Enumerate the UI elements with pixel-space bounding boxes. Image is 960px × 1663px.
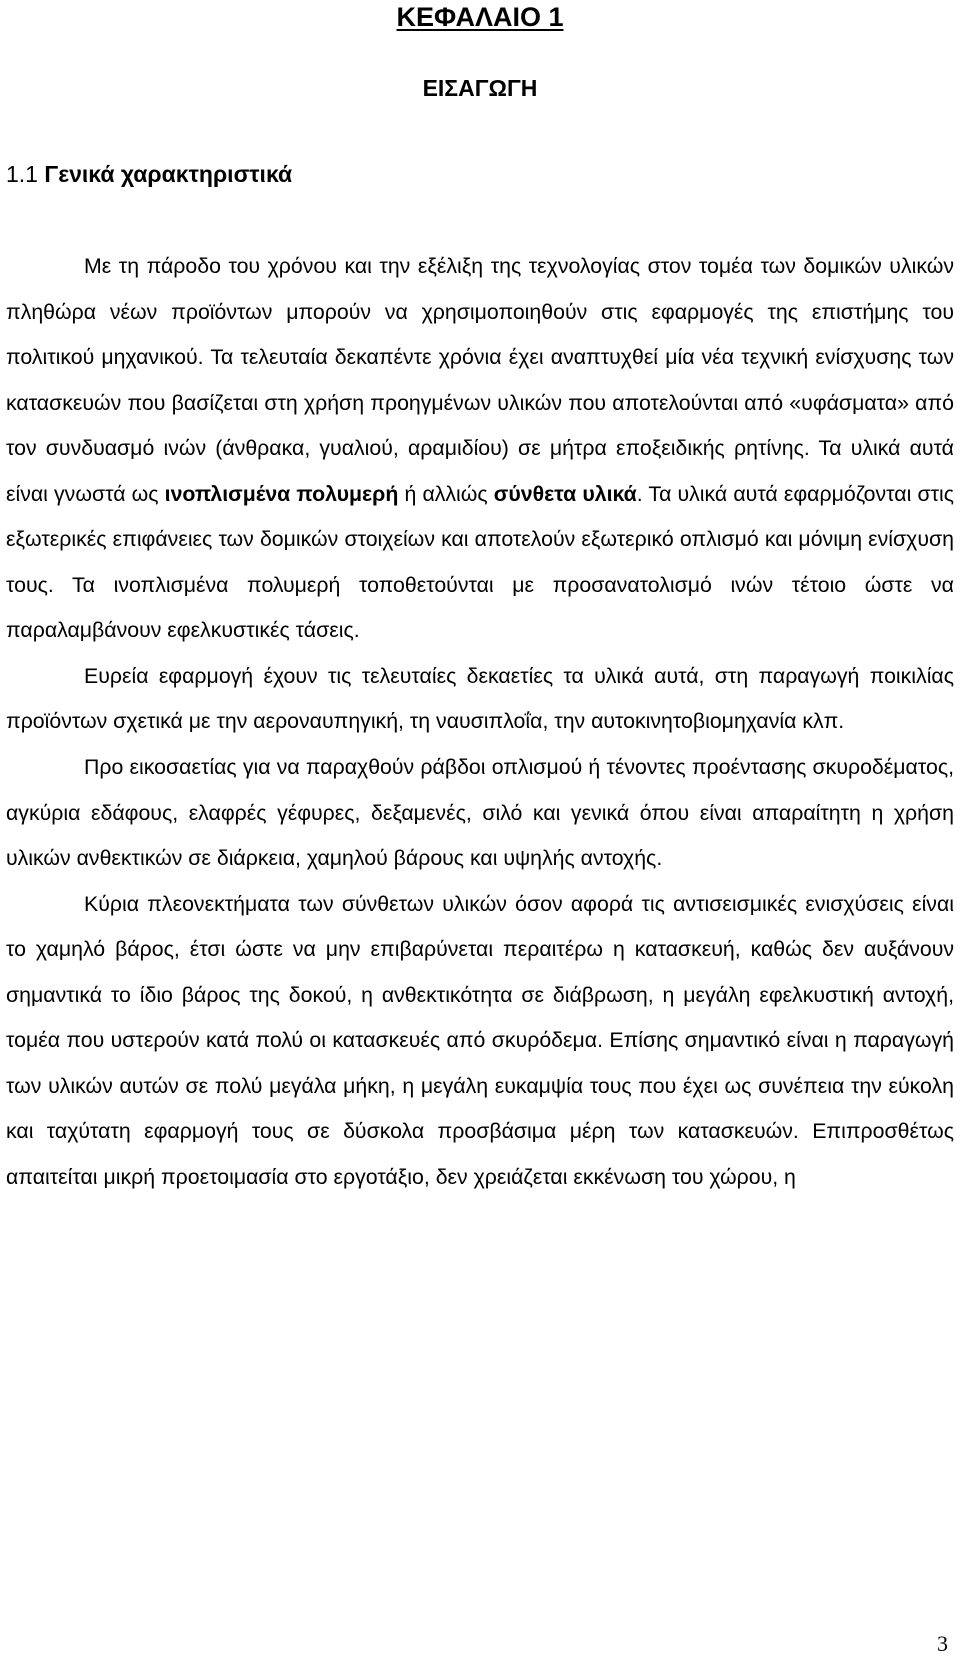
chapter-title: ΚΕΦΑΛΑΙΟ 1	[396, 2, 564, 32]
paragraph-2: Ευρεία εφαρμογή έχουν τις τελευταίες δεκαετίες τα υλικά αυτά, στη παραγωγή ποικιλίας προϊόντων σχετικά με την αεροναυπηγική, τη ναυσιπλοΐα, την αυτοκινητοβιομηχανία κλπ.	[6, 663, 954, 734]
paragraph-1-text-a: Με τη πάροδο του χρόνου και την εξέλιξη της τεχνολογίας στον τομέα των δομικών υλικών πληθώρα νέων προϊόντων μπορούν να χρησιμοποιηθούν στις εφαρμογές της επιστήμης του πολιτικού μηχανικού. Τα τελευταία δεκαπέντε χρόνια έχει αναπτυχθεί μία νέα τεχνική ενίσχυσης των κατασκευών που βασίζεται στη χρήση προηγμένων υλικών που αποτελούνται από «υφάσματα» από τον συνδυασμό ινών (άνθρακα, γυαλιού, αραμιδίου) σε μήτρα εποξειδικής ρητίνης. Τα υλικά αυτά είναι γνωστά ως	[6, 254, 954, 506]
body-text	[6, 244, 954, 1200]
paragraph-1-text-d: . Τα υλικά αυτά εφαρμόζονται στις εξωτερικές επιφάνειες των δομικών στοιχείων και αποτελούν εξωτερικό οπλισμό και μόνιμη ενίσχυση τους. Τα ινοπλισμένα πολυμερή τοποθετούνται με προσανατολισμό ινών τέτοιο ώστε να παραλαμβάνουν εφελκυστικές τάσεις.	[6, 481, 954, 643]
term-fiber-reinforced-polymers: ινοπλισμένα πολυμερή	[164, 481, 399, 506]
paragraph-4: Κύρια πλεονεκτήματα των σύνθετων υλικών όσον αφορά τις αντισεισμικές ενισχύσεις είναι το χαμηλό βάρος, έτσι ώστε να μην επιβαρύνεται περαιτέρω η κατασκευή, καθώς δεν αυξάνουν σημαντικά το ίδιο βάρος της δοκού, η ανθεκτικότητα σε διάβρωση, η μεγάλη εφελκυστική αντοχή, τομέα που υστερούν κατά πολύ οι κατασκευές από σκυρόδεμα. Επίσης σημαντικό είναι η παραγωγή των υλικών αυτών σε πολύ μεγάλα μήκη, η μεγάλη ευκαμψία τους που έχει ως συνέπεια την εύκολη και ταχύτατη εφαρμογή τους σε δύσκολα προσβάσιμα μέρη των κατασκευών. Επιπροσθέτως απαιτείται μικρή προετοιμασία στο εργοτάξιο, δεν χρειάζεται εκκένωση του χώρου, η	[6, 891, 954, 1189]
section-heading	[6, 158, 292, 190]
term-composite-materials: σύνθετα υλικά	[493, 481, 637, 506]
paragraph-3: Προ εικοσαετίας για να παραχθούν ράβδοι οπλισμού ή τένοντες προέντασης σκυροδέματος, αγκύρια εδάφους, ελαφρές γέφυρες, δεξαμενές, σιλό και γενικά όπου είναι απαραίτητη η χρήση υλικών ανθεκτικών σε διάρκεια, χαμηλού βάρους και υψηλής αντοχής.	[6, 755, 954, 871]
section-title: Γενικά χαρακτηριστικά	[44, 161, 293, 187]
paragraph-1	[6, 244, 954, 654]
introduction-heading: ΕΙΣΑΓΩΓΗ	[422, 75, 538, 101]
paragraph-1-text-c: ή αλλιώς	[398, 481, 494, 506]
page-number: 3	[937, 1631, 948, 1656]
section-number: 1.1	[6, 161, 38, 187]
